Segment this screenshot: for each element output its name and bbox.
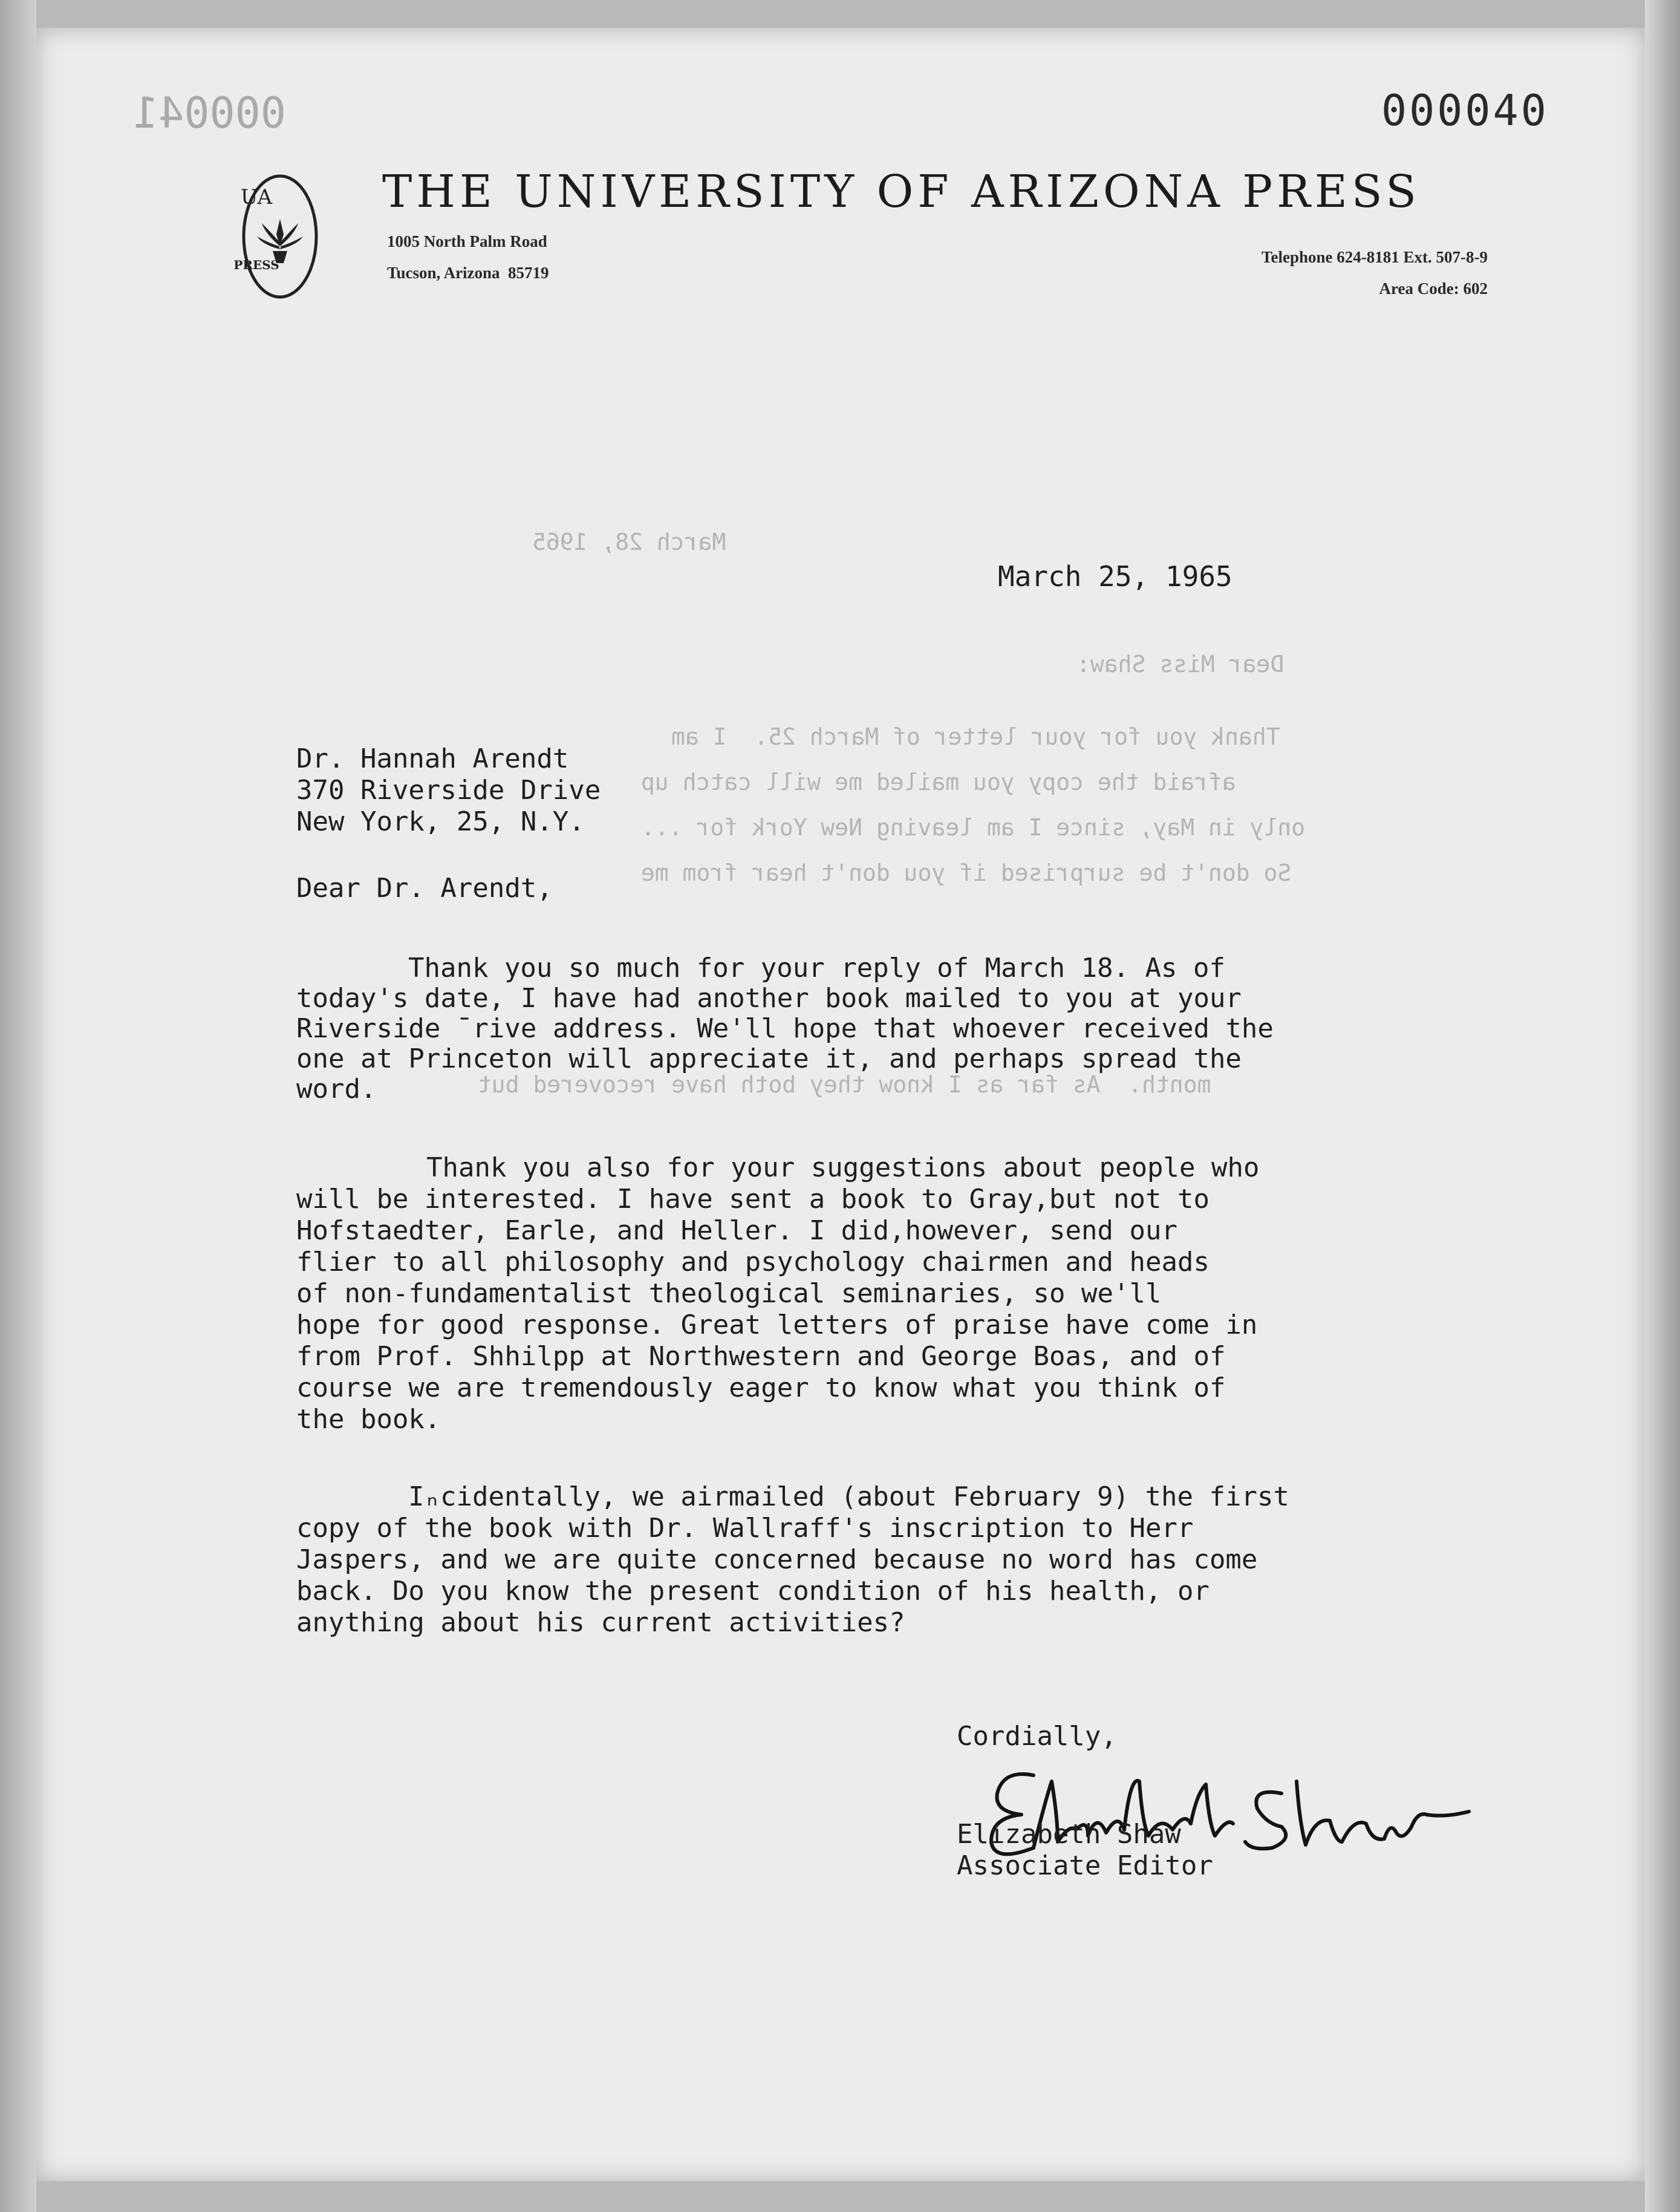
letterhead-area-code: Area Code: 602 (1379, 279, 1488, 298)
letter-page (36, 28, 1645, 2181)
bleed-through-line: afraid the copy you mailed me will catch up (641, 769, 1236, 795)
bleed-through-line: only in May, since I am leaving New York for ... (641, 814, 1306, 841)
paragraph-2-line: flier to all philosophy and psychology chairmen and heads (296, 1247, 1210, 1277)
paragraph-2-line: from Prof. Shhilpp at Northwestern and George Boas, and of (296, 1341, 1226, 1372)
paragraph-1-line: Thank you so much for your reply of March 18. As of (408, 953, 1226, 984)
letterhead-title: THE UNIVERSITY OF ARIZONA PRESS (382, 166, 1421, 218)
paragraph-2-line: hope for good response. Great letters of praise have come in (296, 1310, 1258, 1340)
paragraph-3-line: Jaspers, and we are quite concerned because no word has come (296, 1544, 1258, 1575)
paragraph-1-line: word. (296, 1074, 377, 1104)
document-number: 000040 (1381, 86, 1549, 135)
letterhead-address-line2: Tucson, Arizona 85719 (387, 264, 549, 282)
letter-date: March 25, 1965 (998, 560, 1232, 593)
paragraph-2-line: will be interested. I have sent a book to Gray,but not to (296, 1184, 1210, 1215)
scan-edge-left (0, 0, 36, 2212)
signer-title: Associate Editor (957, 1850, 1213, 1881)
paragraph-3-line: copy of the book with Dr. Wallraff's inscription to Herr (296, 1513, 1194, 1544)
recipient-city: New York, 25, N.Y. (296, 806, 585, 837)
paragraph-2-line: the book. (296, 1404, 441, 1435)
bleed-through-line: month. As far as I know they both have recovered but (478, 1071, 1211, 1098)
logo-top-text: UA (240, 185, 273, 209)
recipient-street: 370 Riverside Drive (296, 775, 601, 806)
logo-bottom-text: PRESS (233, 258, 279, 272)
letterhead-telephone: Telephone 624-8181 Ext. 507-8-9 (1261, 248, 1488, 266)
paragraph-3-line: back. Do you know the present condition of his health, or (296, 1576, 1210, 1607)
paragraph-3-line: anything about his current activities? (296, 1607, 905, 1638)
bleed-through-line: Thank you for your letter of March 25. I am (671, 723, 1280, 750)
signer-name: Elizabeth Shaw (957, 1819, 1181, 1850)
paragraph-3-line: Iₙcidentally, we airmailed (about February 9) the first (408, 1481, 1289, 1512)
paragraph-1-line: one at Princeton will appreciate it, and perhaps spread the (296, 1043, 1242, 1074)
bleed-through-salutation: Dear Miss Shaw: (1076, 651, 1284, 677)
scan-edge-right (1645, 0, 1680, 2212)
paragraph-2-line: Thank you also for your suggestions about people who (426, 1152, 1260, 1183)
ua-press-logo (218, 162, 295, 288)
paragraph-2-line: of non-fundamentalist theological seminaries, so we'll (296, 1278, 1162, 1309)
bleed-through-date: March 28, 1965 (532, 529, 726, 555)
signature-icon (967, 1757, 1511, 1866)
paragraph-1-line: today's date, I have had another book mailed to you at your (296, 983, 1242, 1014)
bleed-through-number: 000041 (133, 88, 286, 138)
bleed-through-line: So don't be surprised if you don't hear from me (641, 860, 1292, 886)
paragraph-1-line: Riverside ¯rive address. We'll hope that whoever received the (296, 1013, 1274, 1044)
closing: Cordially, (957, 1721, 1117, 1752)
paragraph-2-line: course we are tremendously eager to know what you think of (296, 1372, 1226, 1403)
paragraph-2-line: Hofstaedter, Earle, and Heller. I did,however, send our (296, 1215, 1177, 1246)
letterhead-address-line1: 1005 North Palm Road (387, 232, 547, 250)
recipient-name: Dr. Hannah Arendt (296, 743, 569, 774)
salutation: Dear Dr. Arendt, (296, 873, 553, 904)
